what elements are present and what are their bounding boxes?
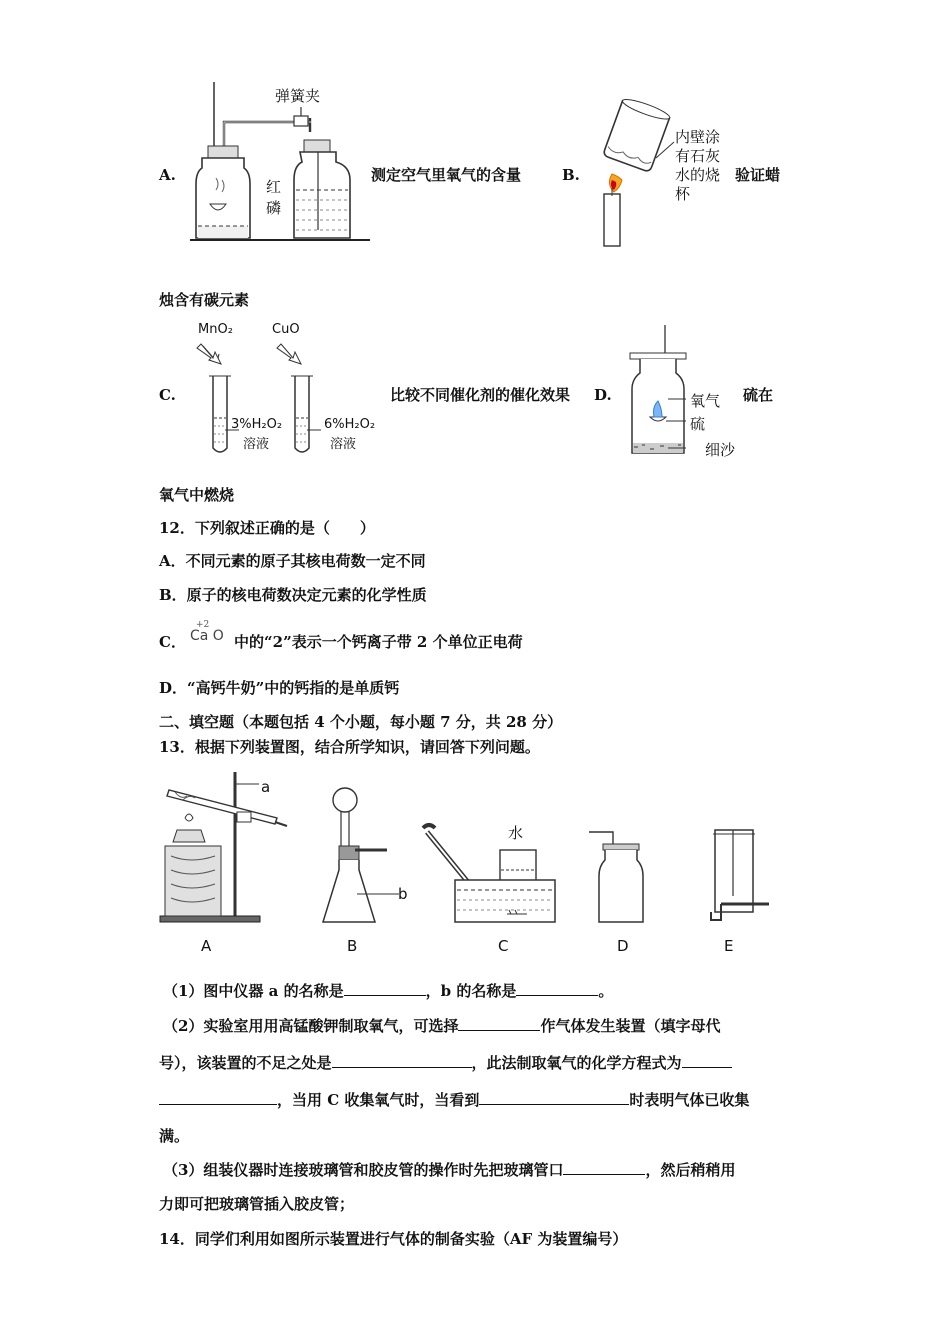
answer-blank-observation[interactable] [479,1089,629,1105]
q13-part-1 [163,980,613,1001]
q13-p3-text-b: ，然后稍稍用 [645,1161,736,1179]
section-2-heading: 二、填空题（本题包括 4 个小题，每小题 7 分，共 28 分） [159,713,563,731]
sulfur-combustion-figure [628,325,688,460]
option-a-text: 测定空气里氧气的含量 [371,166,522,184]
q12-option-c-letter: C． [159,633,186,651]
red-phosphorus-label-1: 红 [266,178,282,196]
beaker-label-line-1: 内壁涂 [675,128,721,146]
spring-clip-label: 弹簧夹 [275,87,321,105]
sand-label: 细沙 [705,441,736,459]
sulfur-label: 硫 [690,415,706,433]
beaker-label-line-3: 水的烧 [675,166,721,184]
option-b-text-cont: 烛含有碳元素 [159,291,250,309]
answer-blank-generator[interactable] [458,1015,540,1031]
answer-blank-equation[interactable] [682,1052,732,1068]
apparatus-label-c: C [498,937,509,955]
q13-part-2-line-3 [159,1089,749,1110]
option-d-text: 硫在 [743,386,774,404]
instrument-b-label: b [398,885,408,903]
q13-part-2-line-2 [159,1052,732,1073]
solution-1-word: 溶液 [243,437,270,452]
q12-option-c-text: 中的“2”表示一个钙离子带 2 个单位正电荷 [234,633,523,651]
q13-p1-text-c: 。 [598,982,614,1000]
apparatus-label-a: A [201,937,212,955]
option-d-letter: D. [594,386,612,404]
option-a-letter: A. [159,166,176,184]
solution-1-label [231,415,282,455]
q13-p2-text-a: （2）实验室用用高锰酸钾制取氧气，可选择 [163,1017,459,1035]
answer-blank-equation-cont[interactable] [159,1089,277,1105]
candle-beaker-figure [592,100,682,250]
beaker-label-line-4: 杯 [675,185,691,203]
q13-p2-text-e: ，当用 C 收集氧气时，当看到 [277,1091,480,1109]
answer-blank-b-name[interactable] [516,980,598,996]
q13-p2-text-b: 作气体发生装置（填字母代 [540,1017,721,1035]
solution-2-label [324,415,375,455]
option-b-letter: B. [562,166,580,184]
catalyst-mno2-label: MnO₂ [198,322,233,337]
cao-formula: Ca O [190,628,224,644]
red-phosphorus-label-2: 磷 [266,199,282,217]
beaker-label-line-2: 有石灰 [675,147,721,165]
apparatus-label-e: E [724,937,734,955]
option-c-letter: C. [159,386,176,404]
apparatus-label-b: B [347,937,358,955]
catalyst-cuo-label: CuO [272,322,300,337]
q13-stem: 13．根据下列装置图，结合所学知识，请回答下列问题。 [159,738,540,756]
q14-stem: 14．同学们利用如图所示装置进行气体的制备实验（AF 为装置编号） [159,1230,628,1248]
q13-part-3-line-1 [163,1159,735,1180]
q13-p1-text-a: （1）图中仪器 a 的名称是 [163,982,344,1000]
option-b-text: 验证蜡 [735,166,781,184]
q12-option-a: A．不同元素的原子其核电荷数一定不同 [159,552,426,570]
oxygen-label: 氧气 [690,392,721,410]
q13-p3-text-a: （3）组装仪器时连接玻璃管和胶皮管的操作时先把玻璃管口 [163,1161,564,1179]
q12-option-b: B．原子的核电荷数决定元素的化学性质 [159,586,427,604]
q13-p2-text-f: 时表明气体已收集 [629,1091,750,1109]
solution-2-concentration: 6%H₂O₂ [324,417,376,432]
q13-p1-text-b: ，b 的名称是 [425,982,517,1000]
valence-label: +2 [196,620,210,630]
q13-part-2-line-4: 满。 [159,1127,190,1145]
answer-blank-shortcoming[interactable] [332,1052,472,1068]
apparatus-label-d: D [617,937,629,955]
answer-blank-a-name[interactable] [344,980,426,996]
q13-apparatus-figure [155,770,775,930]
option-c-text: 比较不同催化剂的催化效果 [390,386,571,404]
q12-option-d: D．“高钙牛奶”中的钙指的是单质钙 [159,679,400,697]
answer-blank-tube-mouth[interactable] [563,1159,645,1175]
solution-2-word: 溶液 [330,437,357,452]
instrument-a-label: a [261,778,271,796]
beaker-label [675,128,720,204]
q13-p2-text-c: 号），该装置的不足之处是 [159,1054,332,1072]
q13-part-3-line-2: 力即可把玻璃管插入胶皮管； [159,1195,355,1213]
q13-p2-text-d: ，此法制取氧气的化学方程式为 [471,1054,682,1072]
solution-1-concentration: 3%H₂O₂ [231,417,283,432]
q13-part-2-line-1 [163,1015,720,1036]
water-label: 水 [508,824,524,842]
option-d-text-cont: 氧气中燃烧 [159,486,235,504]
q12-stem: 12．下列叙述正确的是（ ） [159,519,375,537]
